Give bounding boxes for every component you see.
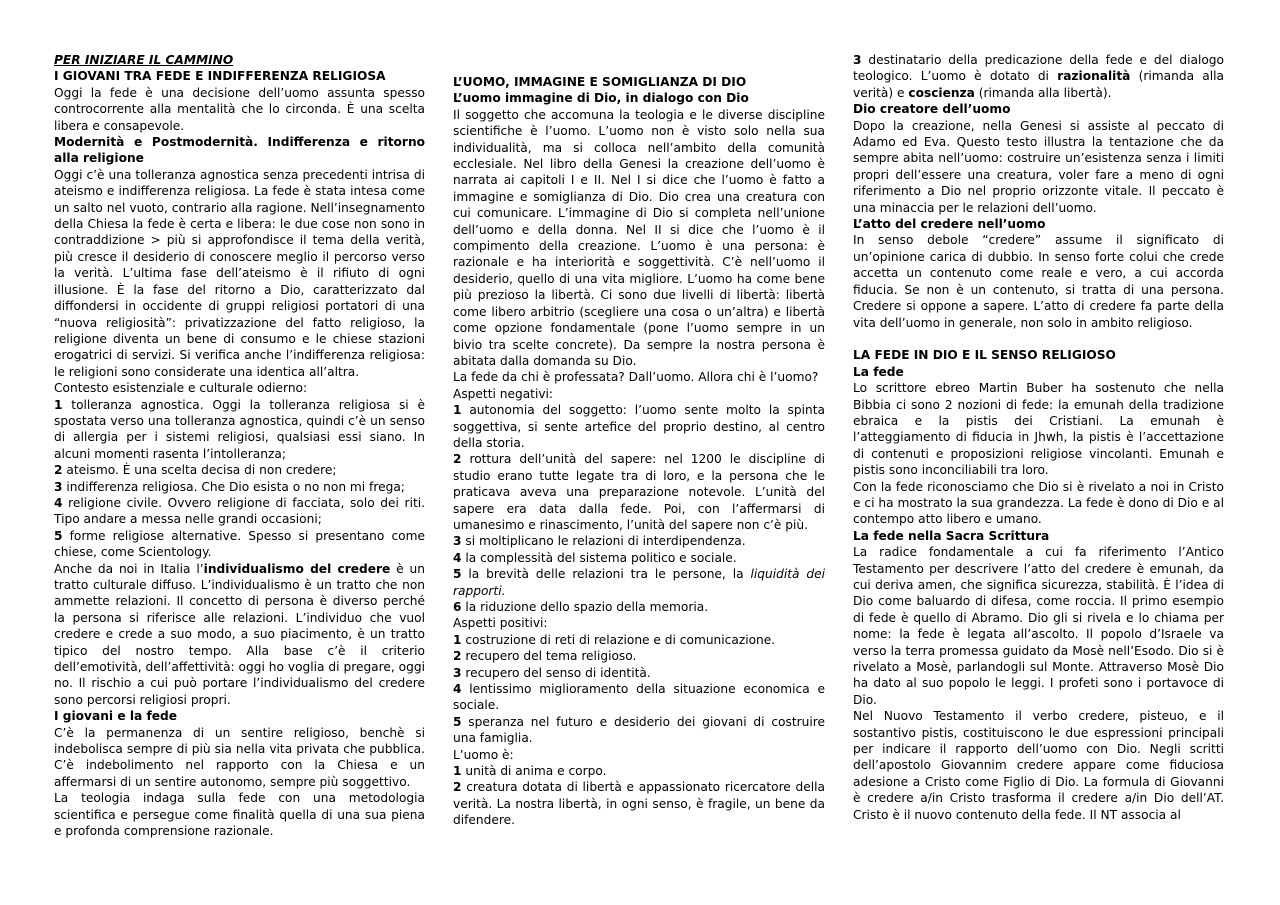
paragraph: Anche da noi in Italia l’individualismo del credere è un tratto culturale diffuso. L’individualismo è un tratto che non ammette relazioni. Il concetto di persona è diverso perché la persona si riferisce alle relazioni. L’individuo che vuol credere e crede a suo modo, a suo piacimento, è un tratto tipico del nostro tempo. Alla base c’è il criterio dell’emotività, dell’affettività: oggi ho voglia di pregare, oggi no. Il rischio a cui può portare l’individualismo del credere sono percorsi religiosi propri.	[54, 561, 425, 707]
section-title: I GIOVANI TRA FEDE E INDIFFERENZA RELIGIOSA	[54, 69, 386, 84]
list-item: 1 tolleranza agnostica. Oggi la tolleranza religiosa si è spostata verso una tolleranza agnostica, quindi c’è un senso di allergia per i sistemi religiosi, qualsiasi essi siano. In alcuni momenti rasenta l’intolleranza;	[54, 397, 425, 461]
subheading: Modernità e Postmodernità. Indifferenza e ritorno alla religione	[54, 135, 425, 166]
list-item: 4 religione civile. Ovvero religione di facciata, solo dei riti. Tipo andare a messa nelle grandi occasioni;	[54, 495, 425, 527]
list-item: 2 recupero del tema religioso.	[453, 649, 637, 664]
subheading: L’atto del credere nell’uomo	[853, 217, 1046, 232]
list-item: 2 creatura dotata di libertà e appassionato ricercatore della verità. La nostra libertà, in ogni senso, è fragile, un bene da difendere.	[453, 780, 825, 828]
paragraph: Contesto esistenziale e culturale odierno:	[54, 381, 308, 396]
paragraph: Oggi c’è una tolleranza agnostica senza precedenti intrisa di ateismo e indifferenza religiosa. La fede è stata intesa come un salto nel vuoto, contrario alla ragione. Nell’insegnamento della Chiesa la fede è certa e libera: le due cose non sono in contraddizione > più si approfondisce il tema della verità, più cresce il desiderio di conoscere meglio il percorso verso la verità. L’ultima fase dell’ateismo è il rifiuto di ogni illusione. È la fase del ritorno a Dio, caratterizzato dal diffondersi in occidente di gruppi religiosi portatori di una “nuova religiosità”: privatizzazione del fatto religioso, la religione diventa un bene di consumo e le chiese stazioni erogatrici di servizi. Si verifica anche l’indifferenza religiosa: le religioni sono considerate una identica all’altra.	[54, 167, 425, 379]
list-item: 2 rottura dell’unità del sapere: nel 1200 le discipline di studio erano tutte legate tra di loro, e la persona che le praticava aveva una preparazione notevole. L’unità del sapere era data dalla fede. Poi, con l’affermarsi di umanesimo e rinascimento, l’unità del sapere non c’è più.	[453, 452, 825, 532]
subheading: La fede nella Sacra Scrittura	[853, 528, 1050, 543]
list-item: 1 unità di anima e corpo.	[453, 764, 607, 779]
list-item: 3 si moltiplicano le relazioni di interdipendenza.	[453, 534, 746, 549]
paragraph: Lo scrittore ebreo Martin Buber ha sostenuto che nella Bibbia ci sono 2 nozioni di fede: la emunah della tradizione ebraica e la pistis dei Cristiani. La emunah è l’atteggiamento di fiducia in Jhwh, la pistis è l’accettazione di contenuti e proposizioni religiose vincolanti. Emunah e pistis sono inconciliabili tra loro.	[853, 381, 1224, 478]
list-item: 5 forme religiose alternative. Spesso si presentano come chiese, come Scientology.	[54, 528, 425, 560]
list-item: 4 lentissimo miglioramento della situazione economica e sociale.	[453, 682, 825, 713]
column-right	[853, 52, 1224, 823]
column-left	[54, 52, 425, 840]
list-item: 3 indifferenza religiosa. Che Dio esista o no non mi frega;	[54, 479, 405, 494]
column-middle	[453, 74, 825, 829]
subheading: Dio creatore dell’uomo	[853, 102, 1011, 117]
list-item: 1 autonomia del soggetto: l’uomo sente molto la spinta soggettiva, si sente artefice del proprio destino, al centro della storia.	[453, 403, 825, 450]
list-item: 5 la brevità delle relazioni tra le persone, la liquidità dei rapporti.	[453, 567, 826, 598]
subheading: L’uomo immagine di Dio, in dialogo con Dio	[453, 91, 749, 106]
paragraph: C’è la permanenza di un sentire religioso, benchè si indebolisca sempre di più sia nella vita privata che pubblica. C’è indebolimento nel rapporto con la Chiesa e un affermarsi di un sentire autonomo, sempre più soggettivo.	[54, 725, 425, 789]
paragraph: Nel Nuovo Testamento il verbo credere, pisteuo, e il sostantivo pistis, costituiscono le due espressioni principali per indicare il rapporto dell’uomo con Dio. Negli scritti dell’apostolo Giovannim credere appare come fiduciosa adesione a Cristo come Figlio di Dio. La formula di Giovanni è credere a/in Cristo trasforma il credere a/in Dio dell’AT. Cristo è il nuovo contenuto della fede. Il NT associa al	[853, 709, 1224, 822]
list-label: Aspetti positivi:	[453, 616, 548, 631]
paragraph: Oggi la fede è una decisione dell’uomo assunta spesso controcorrente alla mentalità che lo circonda. È una scelta libera e consapevole.	[54, 85, 425, 133]
paragraph: Con la fede riconosciamo che Dio si è rivelato a noi in Cristo e ci ha mostrato la sua grandezza. La fede è dono di Dio e al contempo atto libero e umano.	[853, 479, 1224, 527]
paragraph: Il soggetto che accomuna la teologia e le diverse discipline scientifiche è l’uomo. L’uomo non è visto solo nella sua individualità, ma si colloca nell’ambito della comunità ecclesiale. Nel libro della Genesi la creazione dell’uomo è narrata ai capitoli I e II. Nel I si dice che l’uomo è fatto a immagine e somiglianza di Dio. Dio crea una creatura con cui comunicare. L’immagine di Dio si completa nell’unione dell’uomo e della donna. Nel II si dice che l’uomo è il compimento della creazione. L’uomo è una persona: è razionale e ha interiorità e soggettività. C’è nell’uomo il desiderio, quello di una vita migliore. L’uomo ha come bene più prezioso la libertà. Ci sono due livelli di libertà: libertà come libero arbitrio (scegliere una cosa o un’altra) e libertà come opzione fondamentale (pone l’uomo sempre in un bivio tra scelte concrete). Da sempre la nostra persona è abitata dalla domanda su Dio.	[453, 107, 825, 368]
section-heading: PER INIZIARE IL CAMMINO	[54, 53, 234, 67]
paragraph: La fede da chi è professata? Dall’uomo. Allora chi è l’uomo?	[453, 370, 819, 385]
section-title: L’UOMO, IMMAGINE E SOMIGLIANZA DI DIO	[453, 75, 747, 89]
paragraph: 3 destinatario della predicazione della fede e del dialogo teologico. L’uomo è dotato di razionalità (rimanda alla verità) e coscienza (rimanda alla libertà).	[853, 53, 1224, 100]
subheading: I giovani e la fede	[54, 709, 178, 724]
list-label: L’uomo è:	[453, 747, 514, 762]
list-item: 6 la riduzione dello spazio della memoria.	[453, 600, 709, 614]
list-item: 1 costruzione di reti di relazione e di comunicazione.	[453, 632, 776, 647]
list-item: 3 recupero del senso di identità.	[453, 665, 651, 680]
section-title: LA FEDE IN DIO E IL SENSO RELIGIOSO	[853, 348, 1116, 363]
paragraph: Dopo la creazione, nella Genesi si assiste al peccato di Adamo ed Eva. Questo testo illustra la tentazione che da sempre abita nell’uomo: costruire un’esistenza senza i limiti propri dell’essere una creatura, voler fare a meno di ogni riferimento a Dio nel proprio orizzonte vitale. Il peccato è una minaccia per le relazioni dell’uomo.	[853, 118, 1224, 215]
paragraph: La teologia indaga sulla fede con una metodologia scientifica e persegue come finalità quella di una sua piena e profonda comprensione razionale.	[54, 791, 425, 839]
list-label: Aspetti negativi:	[453, 386, 554, 401]
list-item: 5 speranza nel futuro e desiderio dei giovani di costruire una famiglia.	[453, 714, 825, 746]
list-item: 4 la complessità del sistema politico e sociale.	[453, 550, 737, 565]
list-item: 2 ateismo. È una scelta decisa di non credere;	[54, 463, 337, 478]
paragraph: In senso debole “credere” assume il significato di un’opinione carica di dubbio. In senso forte colui che crede accetta un contenuto come reale e vero, a cui accorda fiducia. Se non è un contenuto, si tratta di una persona. Credere si oppone a sapere. L’atto di credere fa parte della vita dell’uomo in generale, non solo in ambito religioso.	[853, 233, 1224, 330]
paragraph: La radice fondamentale a cui fa riferimento l’Antico Testamento per descrivere l’atto del credere è emunah, da cui deriva amen, che significa sicurezza, stabilità. È l’idea di Dio come baluardo di difesa, come roccia. Il primo esempio di fede è quello di Abramo. Dio gli si rivela e lo chiama per nome: la fede è legata all’ascolto. Il popolo d’Israele va verso la terra promessa guidato da Mosè nell’Esodo. Dio si è rivelato a Mosè, parlandogli sul Monte. Attraverso Mosè Dio ha dato al suo popolo le leggi. I profeti sono i portavoce di Dio.	[853, 545, 1224, 707]
subheading: La fede	[853, 364, 904, 379]
